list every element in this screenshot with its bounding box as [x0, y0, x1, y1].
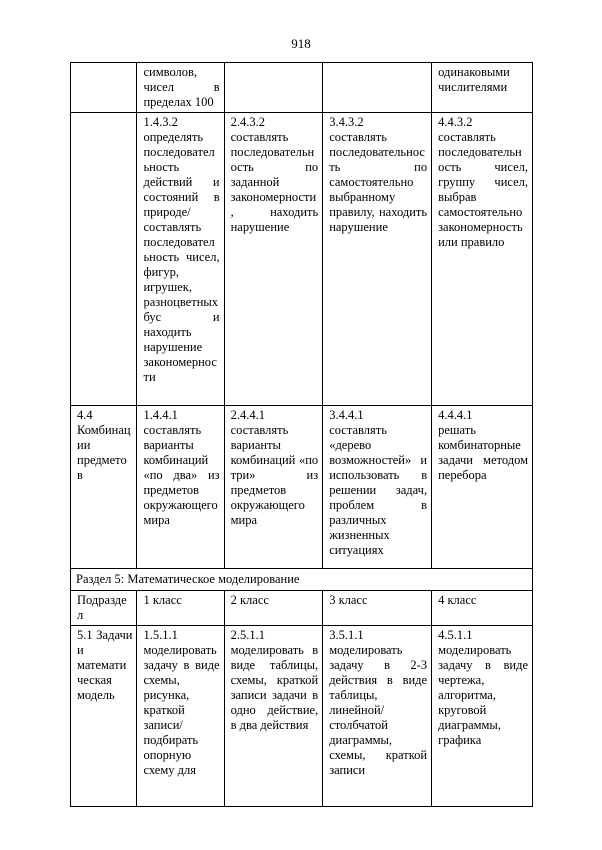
table-cell: 4.4.4.1 решать комбинаторные задачи методом перебора — [432, 406, 533, 569]
table-cell: 3.4.3.2 составлять последовательность по самостоятельно выбранному правилу, находить нарушение — [323, 113, 432, 406]
table-cell: одинаковыми числителями — [432, 63, 533, 113]
table-row — [71, 113, 533, 406]
table-cell: 2.4.3.2 составлять последовательность по заданной закономерности, находить нарушение — [224, 113, 323, 406]
table-cell: 1.5.1.1 моделировать задачу в виде схемы, рисунка, краткой записи/ подбирать опорную схему для — [137, 626, 224, 807]
header-row — [71, 591, 533, 626]
table-cell: 3.4.4.1 составлять «дерево возможностей» и использовать в решении задач, проблем в различных жизненных ситуациях — [323, 406, 432, 569]
table-cell: символов, чисел в пределах 100 — [137, 63, 224, 113]
column-header: Подраздел — [71, 591, 137, 626]
table-cell: 4.4.3.2 составлять последовательность чисел, группу чисел, выбрав самостоятельно закономерность или правило — [432, 113, 533, 406]
table-cell: 1.4.3.2 определять последовательность действий и состояний в природе/ составлять последовательность чисел, фигур, игрушек, разноцветных бус и находить нарушение закономерности — [137, 113, 224, 406]
table-cell: 4.5.1.1 моделировать задачу в виде чертежа, алгоритма, круговой диаграммы, графика — [432, 626, 533, 807]
table-cell: 1.4.4.1 составлять варианты комбинаций «по два» из предметов окружающего мира — [137, 406, 224, 569]
column-header: 2 класс — [224, 591, 323, 626]
table-cell: 3.5.1.1 моделировать задачу в 2-3 действия в виде таблицы, линейной/ столбчатой диаграммы, схемы, краткой записи — [323, 626, 432, 807]
section-title: Раздел 5: Математическое моделирование — [71, 569, 533, 591]
section-row — [71, 569, 533, 591]
table-cell: 4.4 Комбинации предметов — [71, 406, 137, 569]
page-number: 918 — [291, 36, 311, 51]
curriculum-table — [70, 62, 533, 807]
table-cell: 5.1 Задачи и математическая модель — [71, 626, 137, 807]
column-header: 3 класс — [323, 591, 432, 626]
table-cell: 2.5.1.1 моделировать в виде таблицы, схемы, краткой записи задачи в одно действие, в два действия — [224, 626, 323, 807]
table-cell: 2.4.4.1 составлять варианты комбинаций «по три» из предметов окружающего мира — [224, 406, 323, 569]
table-row — [71, 406, 533, 569]
table-cell — [71, 63, 137, 113]
table-row — [71, 63, 533, 113]
column-header: 1 класс — [137, 591, 224, 626]
column-header: 4 класс — [432, 591, 533, 626]
table-cell — [224, 63, 323, 113]
table-cell — [323, 63, 432, 113]
table-row — [71, 626, 533, 807]
table-cell — [71, 113, 137, 406]
